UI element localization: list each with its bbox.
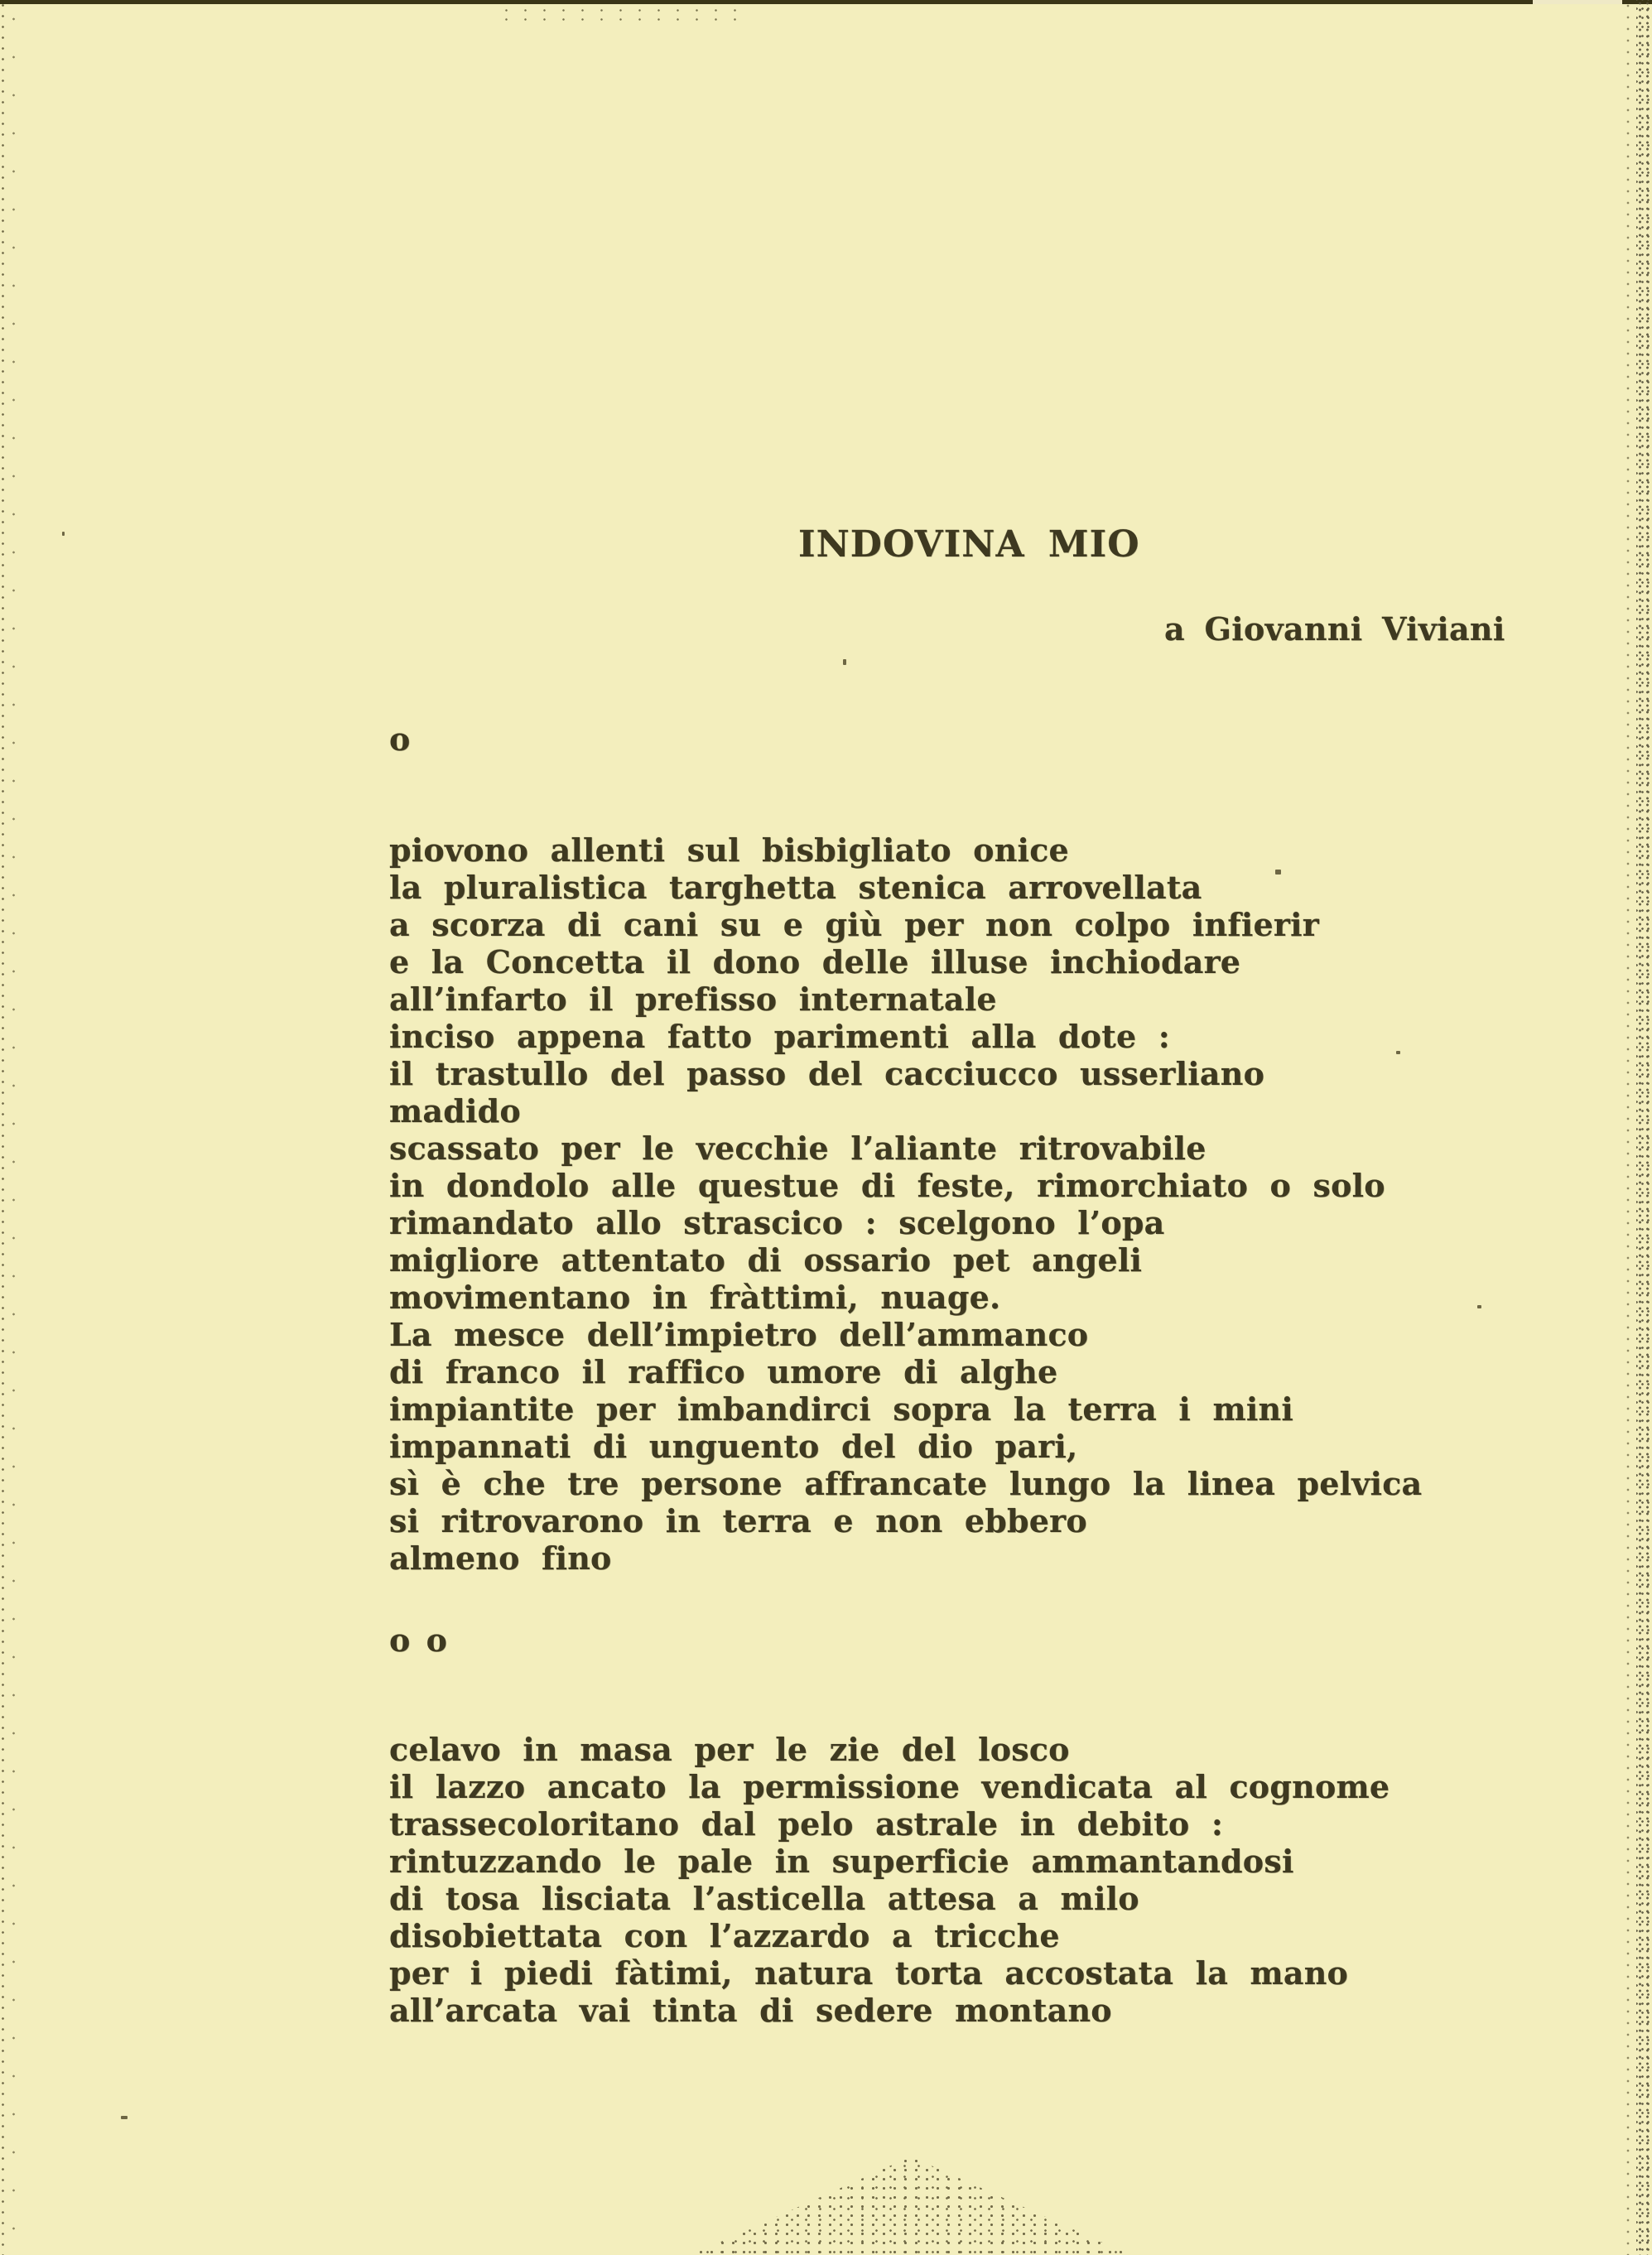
scan-noise-left-secondary <box>10 0 18 2255</box>
poem-line: sì è che tre persone affrancate lungo la linea pelvica <box>389 1465 1423 1502</box>
scan-top-edge-line <box>0 0 1652 4</box>
section-marker-2: o o <box>389 1621 447 1659</box>
scan-speck <box>843 659 846 665</box>
poem-line: la pluralistica targhetta stenica arrovellata <box>389 869 1202 906</box>
poem-line: La mesce dell’impietro dell’ammanco <box>389 1316 1089 1353</box>
poem-line: per i piedi fàtimi, natura torta accostata la mano <box>389 1954 1349 1992</box>
poem-dedication: a Giovanni Viviani <box>1164 610 1505 648</box>
poem-line: madido <box>389 1092 521 1130</box>
poem-line: in dondolo alle questue di feste, rimorchiato o solo <box>389 1167 1385 1204</box>
poem-line: movimentano in fràttimi, nuage. <box>389 1279 1001 1316</box>
poem-line: di franco il raffico umore di alghe <box>389 1353 1058 1390</box>
scan-top-edge-gap <box>1533 0 1622 4</box>
poem-line: disobiettata con l’azzardo a tricche <box>389 1917 1060 1954</box>
poem-line: di tosa lisciata l’asticella attesa a milo <box>389 1880 1139 1917</box>
poem-line: rintuzzando le pale in superficie ammantandosi <box>389 1843 1294 1880</box>
poem-line: impiantite per imbandirci sopra la terra i mini <box>389 1390 1293 1428</box>
scan-speck <box>62 532 65 536</box>
scan-noise-right-secondary <box>1623 0 1636 2255</box>
scan-speck <box>121 2116 128 2119</box>
scan-noise-right <box>1636 0 1652 2255</box>
section-marker-1: o <box>389 720 411 758</box>
poem-line: migliore attentato di ossario pet angeli <box>389 1241 1143 1279</box>
poem-line: trassecoloritano dal pelo astrale in debito : <box>389 1805 1224 1843</box>
poem-line: il trastullo del passo del cacciucco usserliano <box>389 1055 1265 1092</box>
poem-line: scassato per le vecchie l’aliante ritrovabile <box>389 1130 1206 1167</box>
poem-line: rimandato allo strascico : scelgono l’opa <box>389 1204 1165 1241</box>
poem-line: celavo in masa per le zie del losco <box>389 1731 1070 1768</box>
poem-line: impannati di unguento del dio pari, <box>389 1428 1078 1465</box>
poem-line: inciso appena fatto parimenti alla dote : <box>389 1018 1170 1055</box>
scan-speck <box>1477 1305 1481 1308</box>
poem-line: e la Concetta il dono delle illuse inchiodare <box>389 943 1241 981</box>
poem-line: piovono allenti sul bisbigliato onice <box>389 831 1069 869</box>
poem-line: almeno fino <box>389 1539 612 1577</box>
poem-line: all’infarto il prefisso internatale <box>389 981 997 1018</box>
stanza-1 <box>389 831 1422 1577</box>
stanza-2 <box>389 1731 1390 2029</box>
poem-line: il lazzo ancato la permissione vendicata al cognome <box>389 1768 1390 1805</box>
poem-line: a scorza di cani su e giù per non colpo infierir <box>389 906 1319 943</box>
scan-noise-bottom-mound <box>696 2156 1126 2255</box>
scan-noise-left <box>0 0 7 2255</box>
scan-noise-top <box>497 6 745 27</box>
poem-title: INDOVINA MIO <box>798 523 1140 566</box>
poem-line: si ritrovarono in terra e non ebbero <box>389 1502 1087 1539</box>
poem-line: all’arcata vai tinta di sedere montano <box>389 1992 1112 2029</box>
